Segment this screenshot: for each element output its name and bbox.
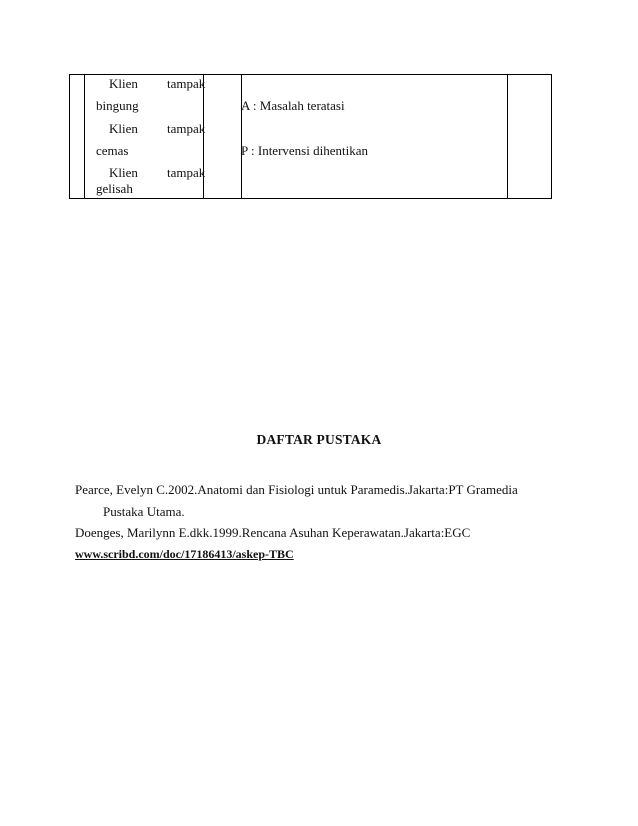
- evaluation-assessment: A : Masalah teratasi: [241, 98, 345, 113]
- table-divider-1: [84, 74, 85, 199]
- reference-link[interactable]: www.scribd.com/doc/17186413/askep-TBC: [75, 547, 294, 561]
- reference-entry-2: Doenges, Marilynn E.dkk.1999.Rencana Asuhan Keperawatan.Jakarta:EGC: [75, 525, 471, 540]
- table-border-left: [69, 74, 70, 199]
- references-heading: DAFTAR PUSTAKA: [256, 432, 382, 447]
- observation-subject: Klien: [109, 76, 138, 91]
- table-divider-4: [507, 74, 508, 199]
- observation-verb: tampak: [167, 165, 206, 180]
- table-border-right: [551, 74, 552, 199]
- evaluation-plan: P : Intervensi dihentikan: [241, 143, 368, 158]
- observation-state: bingung: [96, 98, 139, 113]
- table-divider-3: [241, 74, 242, 199]
- table-top-border: [69, 74, 552, 75]
- table-bottom-border: [69, 198, 552, 199]
- observation-verb: tampak: [167, 76, 206, 91]
- observation-subject: Klien: [109, 165, 138, 180]
- reference-entry-1-line2: Pustaka Utama.: [103, 504, 185, 519]
- reference-entry-1-line1: Pearce, Evelyn C.2002.Anatomi dan Fisiologi untuk Paramedis.Jakarta:PT Gramedia: [75, 482, 518, 497]
- observation-verb: tampak: [167, 121, 206, 136]
- observation-state: cemas: [96, 143, 129, 158]
- nursing-evaluation-table: [69, 74, 552, 199]
- observation-state: gelisah: [96, 181, 133, 196]
- observation-subject: Klien: [109, 121, 138, 136]
